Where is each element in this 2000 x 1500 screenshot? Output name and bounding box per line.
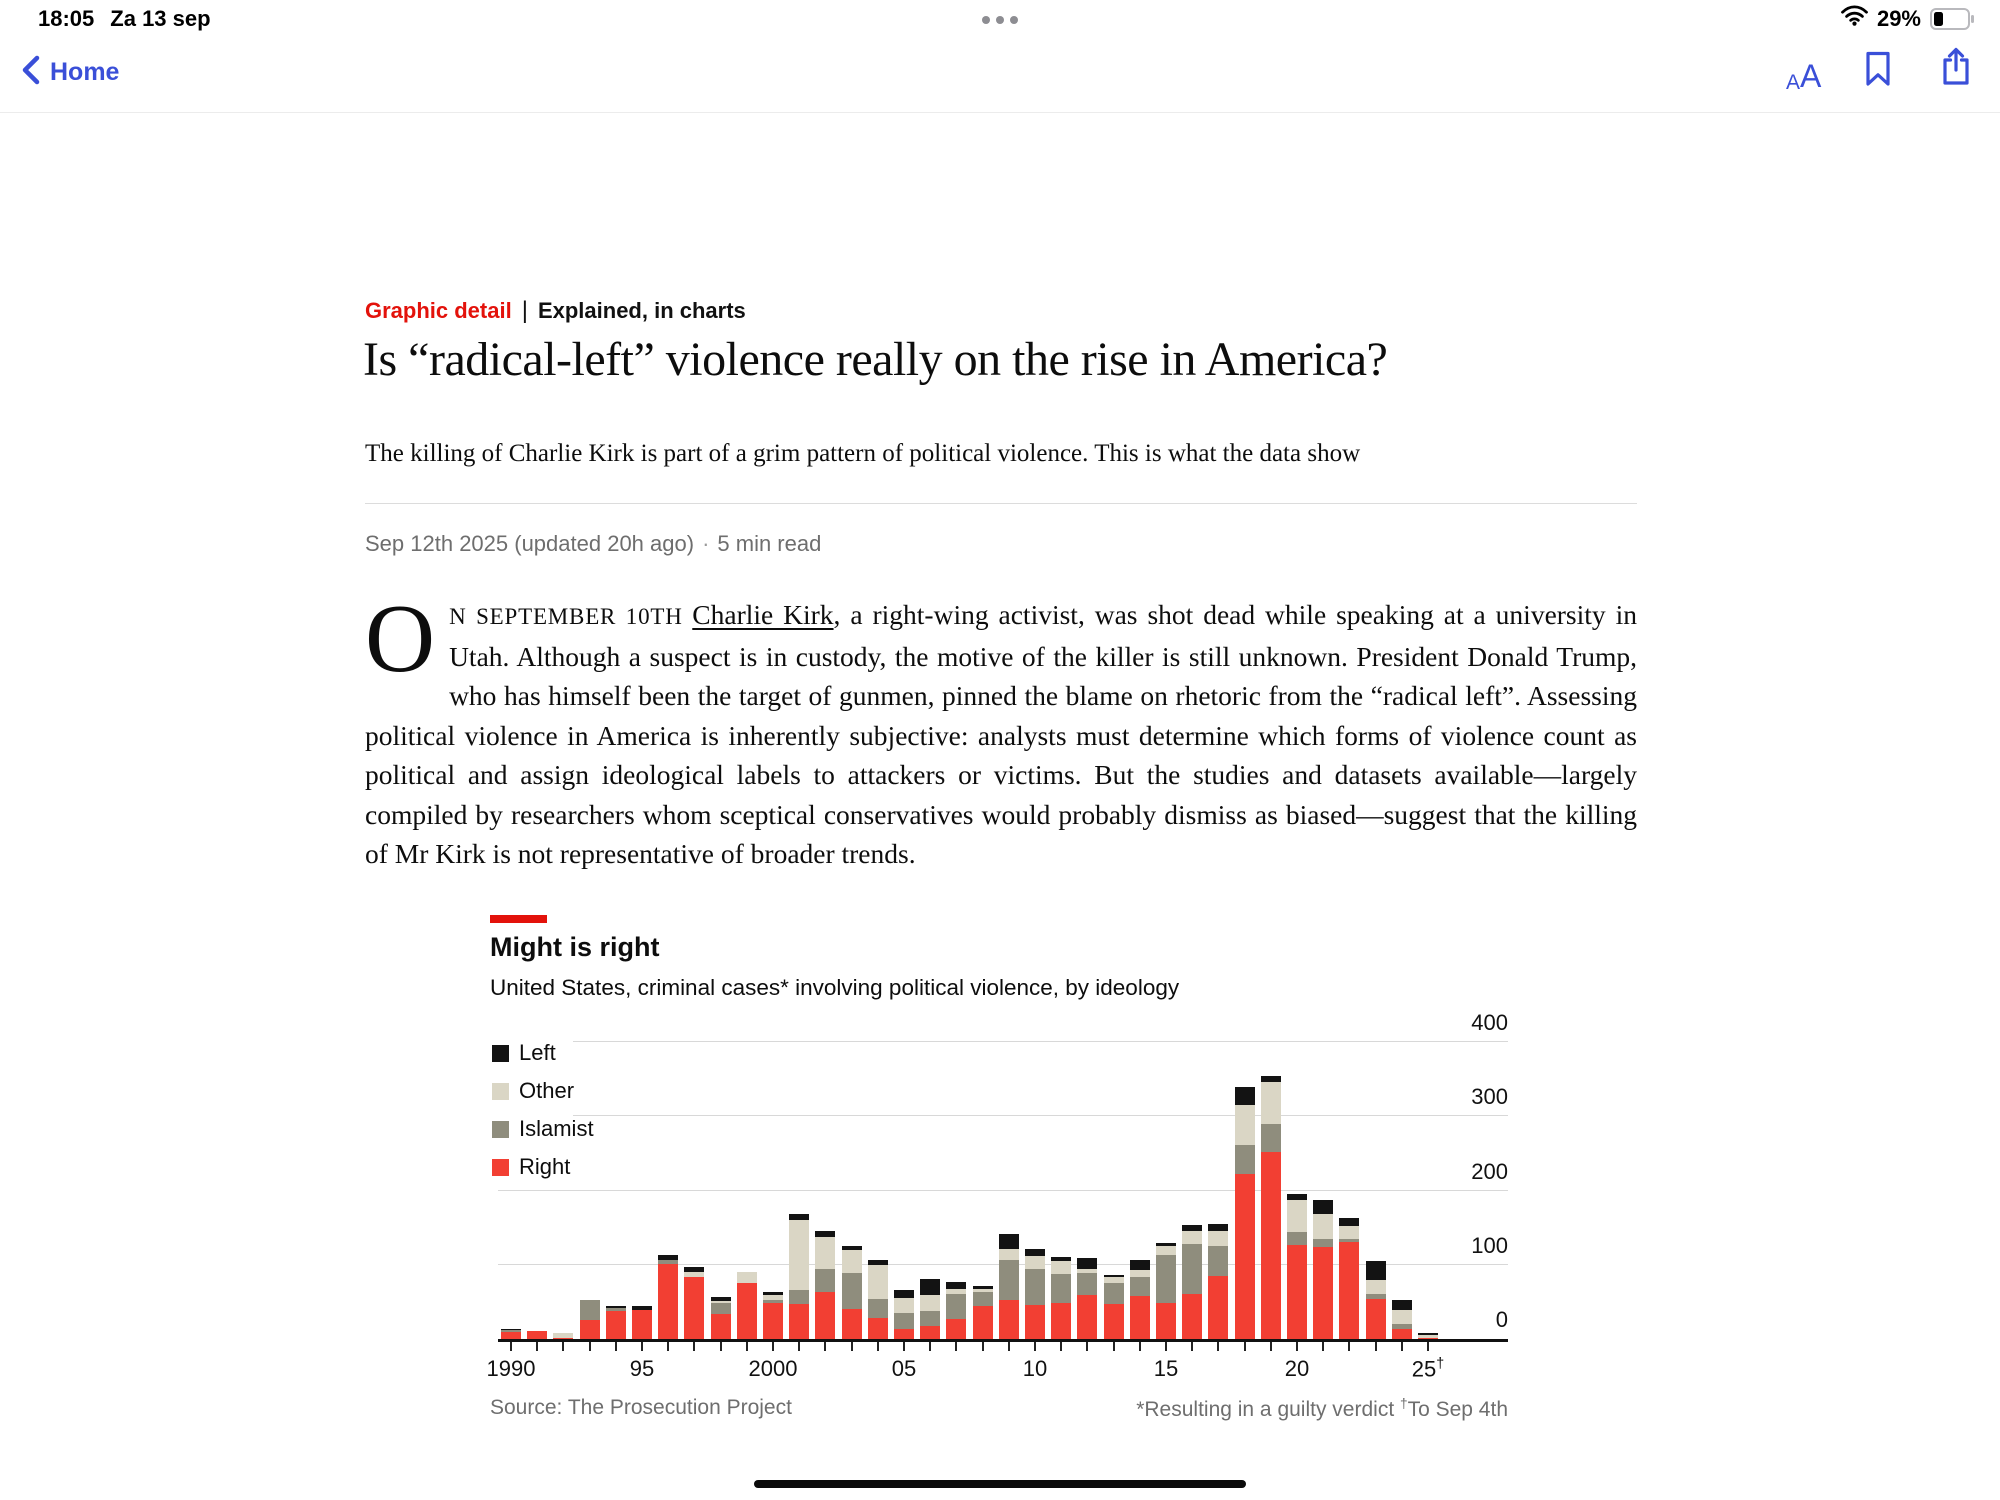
- back-button-label: Home: [50, 58, 120, 86]
- segment-islamist-2013: [1104, 1283, 1124, 1305]
- segment-islamist-1998: [711, 1303, 731, 1313]
- bar-2024: [1392, 1300, 1412, 1339]
- bar-2003: [842, 1246, 862, 1339]
- segment-left-2013: [1104, 1275, 1124, 1277]
- segment-right-2019: [1261, 1152, 1281, 1339]
- segment-right-2004: [868, 1318, 888, 1339]
- legend-item-left: [492, 1040, 594, 1066]
- y-axis-label-0: 0: [1495, 1307, 1508, 1332]
- segment-right-2012: [1077, 1295, 1097, 1340]
- segment-left-2008: [973, 1286, 993, 1289]
- battery-icon: [1930, 8, 1970, 30]
- segment-right-2013: [1104, 1304, 1124, 1339]
- segment-right-1997: [684, 1277, 704, 1339]
- x-tick-2008: [982, 1342, 984, 1351]
- segment-right-2001: [789, 1304, 809, 1339]
- segment-left-2023: [1366, 1261, 1386, 1280]
- segment-right-2011: [1051, 1303, 1071, 1339]
- segment-islamist-1994: [606, 1308, 626, 1311]
- bar-2004: [868, 1260, 888, 1339]
- segment-other-2024: [1392, 1310, 1412, 1324]
- battery-percent: 29%: [1876, 5, 1921, 31]
- bar-2009: [999, 1234, 1019, 1339]
- legend-item-islamist: [492, 1116, 594, 1142]
- bar-1996: [658, 1255, 678, 1339]
- chart-footnote: *Resulting in a guilty verdict †To Sep 4th: [1136, 1396, 1508, 1421]
- bookmark-icon: [1864, 50, 1892, 88]
- y-axis-label-100: 100: [1471, 1232, 1508, 1258]
- bar-2013: [1104, 1276, 1124, 1339]
- bar-2000: [763, 1292, 783, 1339]
- bar-2017: [1208, 1224, 1228, 1339]
- segment-left-2021: [1313, 1200, 1333, 1213]
- legend-item-right: [492, 1154, 594, 1180]
- segment-right-2008: [973, 1306, 993, 1339]
- body-text: , a right-wing activist, was shot dead while speaking at a university in Utah. Although a suspect is in custody, the motive of the killer is still unknown. President Donald Trump, who has himself been the target of gunmen, pinned the blame on rhetoric from the “radical left”. Assessing political violence in America is inherently subjective: analysts must determine which forms of violence count as political and assign ideological labels to attackers or victims. But the studies and datasets available—largely compiled by researchers whom sceptical conservatives would probably dismiss as biased—suggest that the killing of Mr Kirk is not representative of broader trends.: [365, 599, 1637, 869]
- y-axis-label-200: 200: [1471, 1158, 1508, 1184]
- bar-1997: [684, 1267, 704, 1339]
- segment-left-2000: [763, 1292, 783, 1294]
- bar-2015: [1156, 1243, 1176, 1339]
- bar-2014: [1130, 1260, 1150, 1339]
- segment-islamist-2006: [920, 1311, 940, 1327]
- body-paragraph: [365, 585, 1637, 874]
- segment-left-2017: [1208, 1224, 1228, 1231]
- segment-other-2016: [1182, 1231, 1202, 1244]
- x-tick-1994: [615, 1342, 617, 1351]
- gridline-300: [573, 1115, 1508, 1116]
- x-tick-1992: [562, 1342, 564, 1351]
- segment-islamist-2001: [789, 1290, 809, 1304]
- segment-islamist-1990: [501, 1330, 521, 1332]
- segment-right-1994: [606, 1311, 626, 1339]
- bar-2008: [973, 1286, 993, 1339]
- segment-right-1995: [632, 1310, 652, 1339]
- bar-2010: [1025, 1249, 1045, 1339]
- segment-islamist-2010: [1025, 1269, 1045, 1305]
- segment-other-1997: [684, 1272, 704, 1277]
- share-button[interactable]: [1940, 46, 1972, 93]
- x-tick-2003: [851, 1342, 853, 1351]
- segment-left-2001: [789, 1214, 809, 1220]
- x-axis-label-1995: 95: [629, 1356, 655, 1381]
- chart-source: Source: The Prosecution Project: [490, 1396, 792, 1419]
- segment-islamist-2015: [1156, 1255, 1176, 1302]
- status-bar-left: [38, 6, 211, 32]
- segment-left-2025: [1418, 1333, 1438, 1335]
- segment-right-2018: [1235, 1174, 1255, 1339]
- x-axis-label-2010: 10: [1022, 1356, 1048, 1381]
- x-tick-2007: [955, 1342, 957, 1351]
- x-axis-label-2005: 05: [891, 1356, 917, 1381]
- segment-other-2003: [842, 1250, 862, 1273]
- segment-left-1997: [684, 1267, 704, 1272]
- bar-1992: [553, 1333, 573, 1339]
- segment-islamist-2004: [868, 1299, 888, 1318]
- bar-1991: [527, 1331, 547, 1339]
- segment-right-1993: [580, 1320, 600, 1339]
- segment-right-2006: [920, 1326, 940, 1339]
- segment-other-2017: [1208, 1231, 1228, 1245]
- x-tick-2024: [1401, 1342, 1403, 1351]
- x-axis-label-2015: 15: [1153, 1356, 1179, 1381]
- segment-right-2021: [1313, 1247, 1333, 1339]
- segment-other-2025: [1418, 1335, 1438, 1338]
- bar-2012: [1077, 1258, 1097, 1339]
- segment-islamist-2024: [1392, 1324, 1412, 1328]
- bar-1999: [737, 1272, 757, 1339]
- segment-other-2018: [1235, 1105, 1255, 1145]
- chart-title: Might is right: [490, 932, 660, 962]
- segment-left-2022: [1339, 1218, 1359, 1225]
- x-tick-1995: [641, 1342, 643, 1351]
- segment-right-2014: [1130, 1296, 1150, 1339]
- segment-other-2001: [789, 1220, 809, 1290]
- toolbar: [0, 36, 2000, 113]
- status-date: Za 13 sep: [110, 6, 211, 31]
- drop-cap: O: [365, 585, 436, 692]
- segment-islamist-1996: [658, 1260, 678, 1264]
- segment-other-2012: [1077, 1269, 1097, 1273]
- segment-left-2006: [920, 1279, 940, 1295]
- bar-2022: [1339, 1218, 1359, 1339]
- segment-right-2007: [946, 1319, 966, 1339]
- x-tick-2019: [1270, 1342, 1272, 1351]
- segment-right-1999: [737, 1283, 757, 1339]
- segment-right-2024: [1392, 1329, 1412, 1339]
- bar-2011: [1051, 1257, 1071, 1339]
- segment-islamist-2014: [1130, 1277, 1150, 1296]
- kicker: [365, 297, 746, 325]
- segment-islamist-2019: [1261, 1124, 1281, 1152]
- article-subtitle: The killing of Charlie Kirk is part of a grim pattern of political violence. This is what the data show: [365, 440, 1361, 467]
- x-tick-2000: [772, 1342, 774, 1351]
- gridline-200: [498, 1190, 1508, 1191]
- x-tick-2001: [798, 1342, 800, 1351]
- gridline-400: [573, 1041, 1508, 1042]
- segment-islamist-2012: [1077, 1273, 1097, 1295]
- x-tick-2017: [1217, 1342, 1219, 1351]
- x-tick-1991: [536, 1342, 538, 1351]
- segment-left-2010: [1025, 1249, 1045, 1256]
- segment-other-2002: [815, 1237, 835, 1270]
- segment-islamist-2011: [1051, 1274, 1071, 1302]
- y-axis-label-300: 300: [1471, 1084, 1508, 1110]
- segment-right-2002: [815, 1292, 835, 1339]
- bar-2006: [920, 1279, 940, 1339]
- x-tick-2004: [877, 1342, 879, 1351]
- x-tick-2005: [903, 1342, 905, 1351]
- legend-label-right: Right: [519, 1154, 571, 1179]
- segment-right-1998: [711, 1314, 731, 1339]
- divider: [365, 503, 1637, 504]
- segment-other-2020: [1287, 1200, 1307, 1233]
- segment-other-1999: [737, 1272, 757, 1283]
- segment-right-2009: [999, 1300, 1019, 1339]
- segment-right-2005: [894, 1329, 914, 1339]
- x-axis-label-2025: 25†: [1411, 1356, 1445, 1382]
- text-size-button[interactable]: A A: [1786, 58, 1822, 94]
- segment-other-2005: [894, 1298, 914, 1313]
- segment-left-2019: [1261, 1076, 1281, 1082]
- segment-other-2000: [763, 1295, 783, 1300]
- chart-subtitle: United States, criminal cases* involving political violence, by ideology: [490, 975, 1180, 1000]
- x-tick-2011: [1060, 1342, 1062, 1351]
- segment-right-2016: [1182, 1294, 1202, 1339]
- bar-1995: [632, 1306, 652, 1339]
- segment-other-2006: [920, 1295, 940, 1311]
- legend-swatch-left: [492, 1045, 509, 1062]
- segment-left-2004: [868, 1260, 888, 1264]
- x-tick-2010: [1034, 1342, 1036, 1351]
- segment-islamist-2002: [815, 1269, 835, 1292]
- segment-left-2002: [815, 1231, 835, 1237]
- segment-other-2011: [1051, 1261, 1071, 1274]
- segment-other-1992: [553, 1333, 573, 1338]
- legend-swatch-islamist: [492, 1121, 509, 1138]
- segment-other-2010: [1025, 1256, 1045, 1269]
- bar-2007: [946, 1282, 966, 1339]
- bar-2002: [815, 1231, 835, 1339]
- segment-left-2009: [999, 1234, 1019, 1249]
- x-axis-label-1990: 1990: [486, 1356, 536, 1381]
- legend-label-islamist: Islamist: [519, 1116, 594, 1141]
- x-tick-2015: [1165, 1342, 1167, 1351]
- x-axis-label-2000: 2000: [748, 1356, 798, 1381]
- segment-left-2016: [1182, 1225, 1202, 1232]
- x-tick-1996: [667, 1342, 669, 1351]
- segment-islamist-2003: [842, 1273, 862, 1309]
- segment-other-2009: [999, 1249, 1019, 1260]
- segment-left-1994: [606, 1306, 626, 1308]
- segment-right-1996: [658, 1264, 678, 1339]
- bar-2001: [789, 1214, 809, 1339]
- x-tick-2014: [1139, 1342, 1141, 1351]
- x-tick-2021: [1322, 1342, 1324, 1351]
- segment-islamist-2009: [999, 1260, 1019, 1301]
- bar-2018: [1235, 1087, 1255, 1339]
- chevron-left-icon: [20, 54, 42, 91]
- segment-islamist-2005: [894, 1313, 914, 1329]
- segment-other-2013: [1104, 1277, 1124, 1283]
- x-tick-1998: [720, 1342, 722, 1351]
- segment-other-2008: [973, 1289, 993, 1292]
- segment-islamist-2017: [1208, 1246, 1228, 1276]
- segment-right-2000: [763, 1303, 783, 1339]
- page-title: Is “radical-left” violence really on the rise in America?: [363, 333, 1388, 386]
- multitasking-handle-icon[interactable]: [982, 16, 1018, 24]
- legend-item-other: [492, 1078, 594, 1104]
- segment-islamist-2008: [973, 1292, 993, 1306]
- legend-label-other: Other: [519, 1078, 575, 1103]
- segment-right-1990: [501, 1332, 521, 1339]
- segment-left-2014: [1130, 1260, 1150, 1270]
- share-icon: [1940, 46, 1972, 88]
- bar-2025: [1418, 1333, 1438, 1339]
- segment-islamist-2007: [946, 1294, 966, 1319]
- bar-2020: [1287, 1194, 1307, 1339]
- y-axis-label-400: 400: [1471, 1010, 1508, 1036]
- segment-left-2015: [1156, 1243, 1176, 1245]
- x-tick-2009: [1008, 1342, 1010, 1351]
- segment-left-2011: [1051, 1257, 1071, 1261]
- segment-other-2022: [1339, 1226, 1359, 1239]
- segment-left-1995: [632, 1306, 652, 1310]
- x-tick-2018: [1244, 1342, 1246, 1351]
- segment-left-2020: [1287, 1194, 1307, 1200]
- x-tick-1997: [693, 1342, 695, 1351]
- segment-right-2023: [1366, 1299, 1386, 1339]
- x-tick-2022: [1348, 1342, 1350, 1351]
- segment-islamist-2000: [763, 1300, 783, 1303]
- segment-other-2021: [1313, 1214, 1333, 1239]
- segment-islamist-2016: [1182, 1244, 1202, 1294]
- segment-right-2022: [1339, 1242, 1359, 1339]
- plot-area: [486, 1005, 1508, 1382]
- x-tick-2025: [1427, 1342, 1429, 1351]
- segment-left-1996: [658, 1255, 678, 1259]
- kicker-section-link[interactable]: Graphic detail: [365, 298, 512, 323]
- x-tick-2006: [929, 1342, 931, 1351]
- segment-left-2018: [1235, 1087, 1255, 1105]
- segment-left-2007: [946, 1282, 966, 1289]
- legend-swatch-right: [492, 1159, 509, 1176]
- bar-2016: [1182, 1225, 1202, 1339]
- x-tick-2002: [824, 1342, 826, 1351]
- segment-right-2017: [1208, 1276, 1228, 1339]
- segment-right-2020: [1287, 1245, 1307, 1339]
- x-tick-2016: [1191, 1342, 1193, 1351]
- x-tick-1999: [746, 1342, 748, 1351]
- read-time: 5 min read: [717, 531, 822, 556]
- segment-right-2015: [1156, 1303, 1176, 1339]
- segment-islamist-1993: [580, 1300, 600, 1320]
- bar-2019: [1261, 1076, 1281, 1339]
- segment-right-2003: [842, 1309, 862, 1339]
- charlie-kirk-link[interactable]: Charlie Kirk: [692, 599, 834, 630]
- segment-left-2012: [1077, 1258, 1097, 1268]
- status-bar-right: [1841, 5, 1970, 32]
- chart-red-tab: [490, 915, 547, 923]
- bar-1990: [501, 1329, 521, 1339]
- segment-left-2005: [894, 1290, 914, 1298]
- x-tick-2012: [1086, 1342, 1088, 1351]
- segment-islamist-2023: [1366, 1294, 1386, 1299]
- x-tick-2020: [1296, 1342, 1298, 1351]
- segment-left-1990: [501, 1329, 521, 1331]
- wifi-icon: [1841, 5, 1868, 32]
- kicker-subsection: Explained, in charts: [537, 298, 746, 323]
- x-tick-1993: [589, 1342, 591, 1351]
- segment-right-1991: [527, 1331, 547, 1339]
- dateline: Sep 12th 2025 (updated 20h ago) · 5 min read: [365, 531, 822, 556]
- segment-islamist-2022: [1339, 1239, 1359, 1242]
- x-tick-2013: [1113, 1342, 1115, 1351]
- bar-1993: [580, 1300, 600, 1339]
- opening-smallcaps: N SEPTEMBER 10TH: [449, 604, 693, 629]
- x-axis-label-2020: 20: [1284, 1356, 1310, 1381]
- back-button[interactable]: [20, 54, 119, 91]
- segment-other-2019: [1261, 1082, 1281, 1124]
- segment-left-2024: [1392, 1300, 1412, 1310]
- kicker-divider: |: [521, 297, 528, 324]
- segment-other-2007: [946, 1289, 966, 1294]
- bar-2021: [1313, 1200, 1333, 1339]
- segment-other-2004: [868, 1265, 888, 1299]
- bar-2023: [1366, 1261, 1386, 1339]
- bar-2005: [894, 1290, 914, 1339]
- segment-left-1998: [711, 1297, 731, 1301]
- bar-1994: [606, 1306, 626, 1339]
- x-tick-1990: [510, 1342, 512, 1351]
- x-tick-2023: [1375, 1342, 1377, 1351]
- chart-legend: [492, 1040, 594, 1180]
- legend-swatch-other: [492, 1083, 509, 1100]
- home-indicator[interactable]: [754, 1480, 1246, 1488]
- legend-label-left: Left: [519, 1040, 556, 1065]
- bookmark-button[interactable]: [1864, 50, 1892, 93]
- segment-islamist-2020: [1287, 1232, 1307, 1245]
- segment-islamist-2021: [1313, 1239, 1333, 1247]
- segment-other-1998: [711, 1301, 731, 1303]
- segment-right-2010: [1025, 1305, 1045, 1339]
- segment-other-2015: [1156, 1246, 1176, 1256]
- bar-1998: [711, 1297, 731, 1339]
- clock: 18:05: [38, 6, 95, 31]
- segment-islamist-2018: [1235, 1145, 1255, 1175]
- segment-left-2003: [842, 1246, 862, 1250]
- segment-other-2014: [1130, 1270, 1150, 1277]
- segment-other-2023: [1366, 1280, 1386, 1294]
